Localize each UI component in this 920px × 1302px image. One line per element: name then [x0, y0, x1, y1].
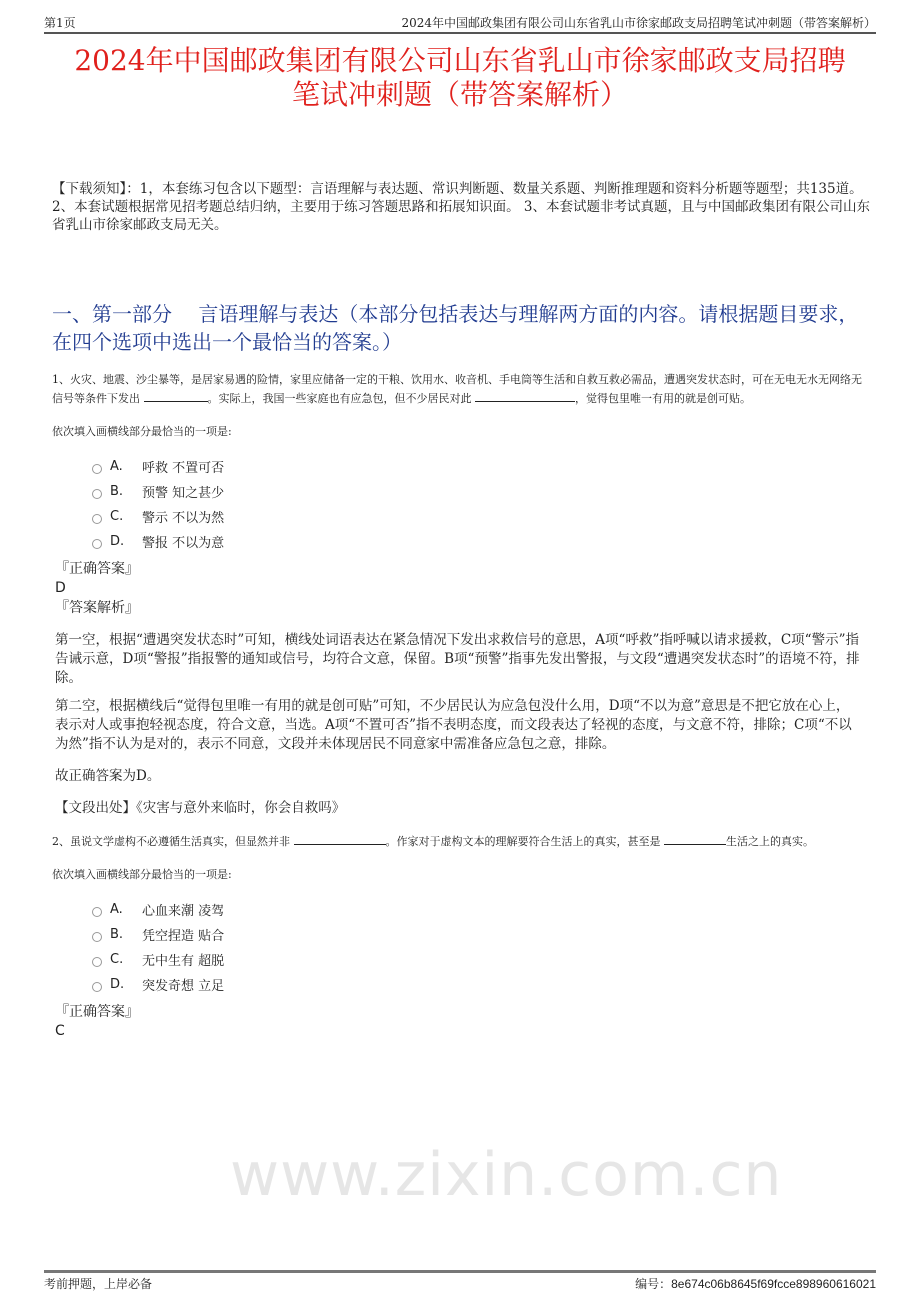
option-a[interactable]: [92, 454, 920, 479]
blank-1: [144, 390, 208, 402]
q1-part2: 。实际上，我国一些家庭也有应急包，但不少居民对此: [207, 392, 472, 405]
option-text: 警示 不以为然: [142, 511, 225, 526]
option-d[interactable]: [92, 972, 920, 997]
download-notice: 【下载须知】：1，本套练习包含以下题型：言语理解与表达题、常识判断题、数量关系题、判断推理题和资料分析题等题型；共135道。 2、本套试题根据常见招考题总结归纳，主要用于练习答题思路和拓展知识面。 3、本套试题非考试真题，且与中国邮政集团有限公司山东省乳山市徐家邮政支局无关。: [52, 181, 870, 233]
option-b[interactable]: [92, 479, 920, 504]
q1-part3: ，觉得包里唯一有用的就是创可贴。: [575, 392, 751, 405]
blank-2: [664, 833, 726, 845]
correct-answer: C: [55, 1023, 65, 1039]
analysis-conclusion: 故正确答案为D。: [55, 768, 161, 784]
correct-answer-label: 『正确答案』: [55, 561, 139, 577]
option-key: C.: [110, 952, 124, 967]
option-key: A.: [110, 459, 123, 474]
radio-icon[interactable]: [92, 464, 102, 474]
blank-2: [475, 390, 575, 402]
question-2-options: [92, 897, 920, 997]
option-text: 凭空捏造 贴合: [142, 929, 225, 944]
option-key: D.: [110, 534, 125, 549]
text-source: 【文段出处】《灾害与意外来临时，你会自救吗》: [55, 800, 346, 816]
analysis-label: 『答案解析』: [55, 600, 139, 616]
option-key: C.: [110, 509, 124, 524]
page-title: [40, 44, 880, 112]
question-2-text: [52, 832, 867, 851]
option-text: 无中生有 超脱: [142, 954, 225, 969]
q2-part3: 生活之上的真实。: [726, 835, 814, 848]
correct-answer-label: 『正确答案』: [55, 1004, 139, 1020]
section-heading: 一、第一部分 言语理解与表达（本部分包括表达与理解两方面的内容。请根据题目要求，在四个选项中选出一个最恰当的答案。）: [52, 302, 859, 354]
q2-part1: 2、虽说文学虚构不必遵循生活真实，但显然并非: [52, 835, 290, 848]
option-key: A.: [110, 902, 123, 917]
question-1-prompt: 依次填入画横线部分最恰当的一项是:: [52, 425, 232, 438]
option-text: 心血来潮 凌驾: [142, 904, 225, 919]
radio-icon[interactable]: [92, 489, 102, 499]
header-doc-title: 2024年中国邮政集团有限公司山东省乳山市徐家邮政支局招聘笔试冲刺题（带答案解析）: [401, 16, 876, 30]
page-body: [0, 44, 920, 1041]
radio-icon[interactable]: [92, 907, 102, 917]
option-a[interactable]: [92, 897, 920, 922]
q1-part1: 1、火灾、地震、沙尘暴等，是居家易遇的险情，家里应储备一定的干粮、饮用水、收音机、手电筒等生活和自救互救必需品，遭遇突发状态时，可在无电无水无网络无信号等条件下发出: [52, 373, 862, 405]
analysis-paragraph-1: 第一空，根据“遭遇突发状态时”可知，横线处词语表达在紧急情况下发出求救信号的意思，A项“呼救”指呼喊以请求援救，C项“警示”指告诫示意，D项“警报”指报警的通知或信号，均符合文意，保留。B项“预警”指事先发出警报，与文段“遭遇突发状态时”的语境不符，排除。: [55, 632, 860, 686]
option-b[interactable]: [92, 922, 920, 947]
correct-answer: D: [55, 580, 66, 596]
option-text: 突发奇想 立足: [142, 979, 225, 994]
radio-icon[interactable]: [92, 957, 102, 967]
radio-icon[interactable]: [92, 932, 102, 942]
watermark: www.zixin.com.cn: [230, 1140, 783, 1210]
q2-part2: 。作家对于虚构文本的理解要符合生活上的真实，甚至是: [385, 835, 661, 848]
question-1-text: [52, 370, 867, 408]
document-id: 编号：8e674c06b8645f69fcce898960616021: [635, 1277, 876, 1291]
radio-icon[interactable]: [92, 539, 102, 549]
title-line-1: 2024年中国邮政集团有限公司山东省乳山市徐家邮政支局招聘: [74, 44, 846, 77]
page-footer: [44, 1270, 876, 1292]
option-text: 警报 不以为意: [142, 536, 225, 551]
page-number: 第1页: [44, 16, 76, 30]
option-c[interactable]: [92, 504, 920, 529]
title-line-2: 笔试冲刺题（带答案解析）: [291, 78, 628, 111]
option-text: 预警 知之甚少: [142, 486, 225, 501]
option-key: D.: [110, 977, 125, 992]
blank-1: [294, 833, 386, 845]
option-c[interactable]: [92, 947, 920, 972]
option-key: B.: [110, 927, 124, 942]
radio-icon[interactable]: [92, 514, 102, 524]
option-text: 呼救 不置可否: [142, 461, 225, 476]
analysis-paragraph-2: 第二空，根据横线后“觉得包里唯一有用的就是创可贴”可知，不少居民认为应急包没什么用，D项“不以为意”意思是不把它放在心上，表示对人或事抱轻视态度，符合文意，当选。A项“不置可否”指不表明态度，而文段表达了轻视的态度，与文意不符，排除；C项“不以为然”指不认为是对的，表示不同意，文段并未体现居民不同意家中需准备应急包之意，排除。: [55, 698, 852, 752]
footer-slogan: 考前押题，上岸必备: [44, 1277, 153, 1291]
page-header: [44, 14, 876, 34]
question-1-options: [92, 454, 920, 554]
option-key: B.: [110, 484, 124, 499]
question-2-prompt: 依次填入画横线部分最恰当的一项是:: [52, 868, 232, 881]
option-d[interactable]: [92, 529, 920, 554]
radio-icon[interactable]: [92, 982, 102, 992]
